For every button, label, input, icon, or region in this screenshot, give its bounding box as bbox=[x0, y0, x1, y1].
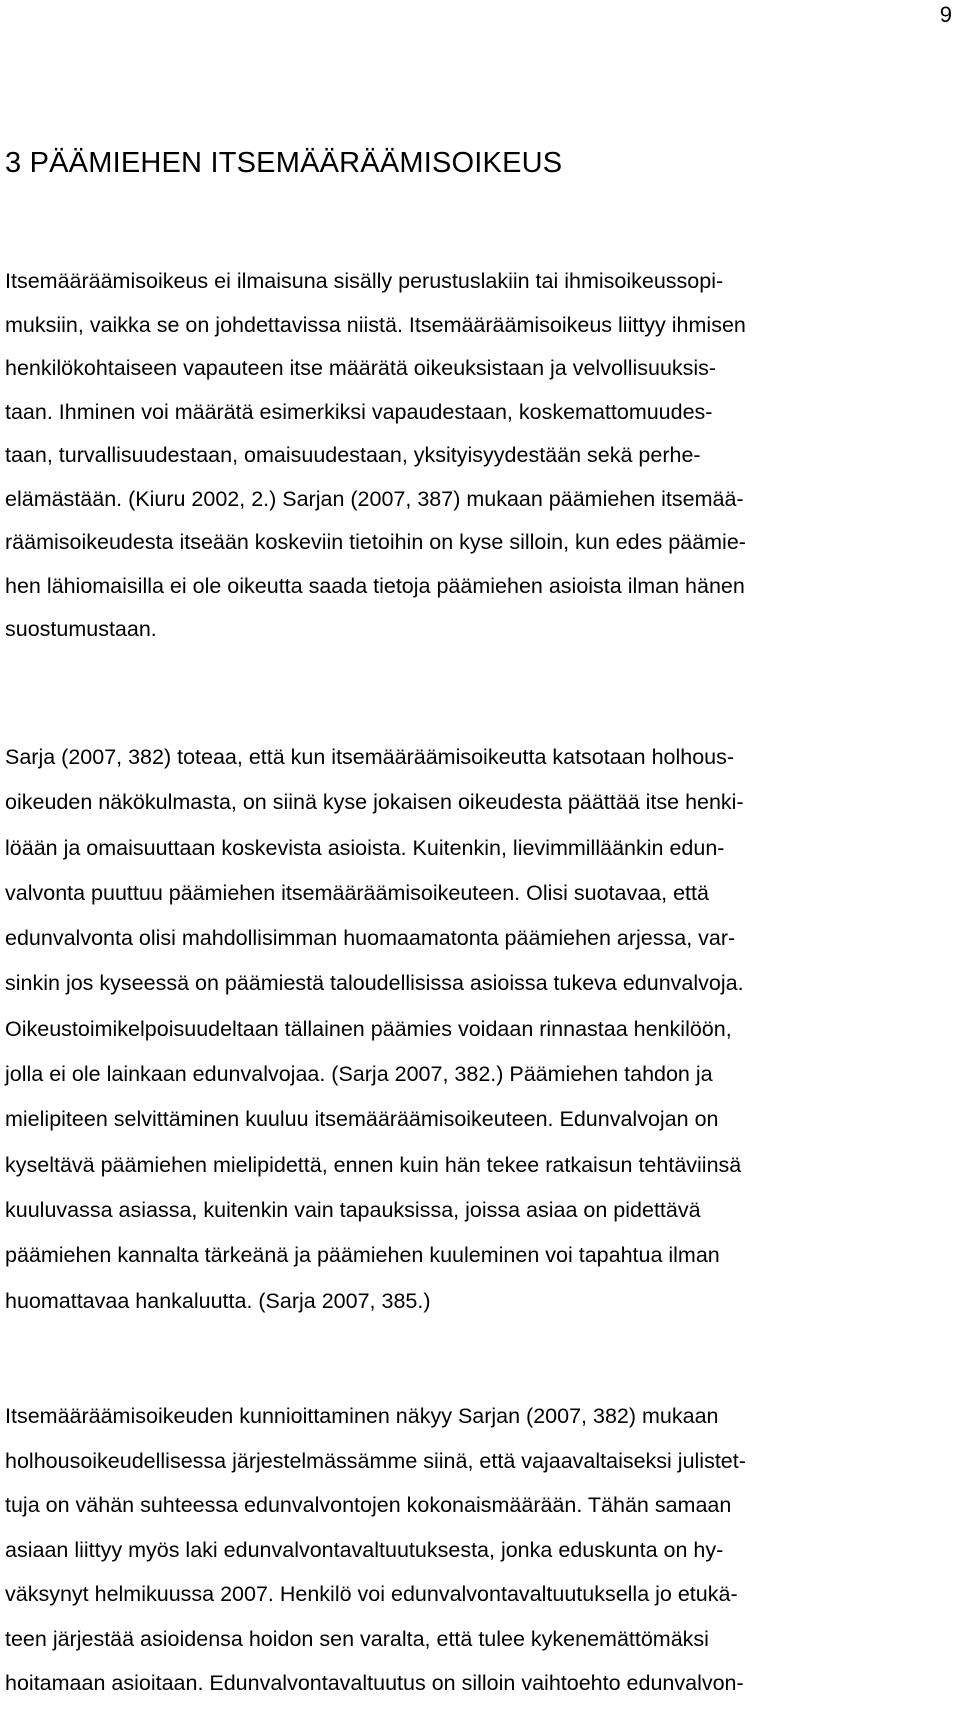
text-line: hoitamaan asioitaan. Edunvalvontavaltuutus on silloin vaihtoehto edunvalvon- bbox=[5, 1671, 744, 1695]
text-line: valvonta puuttuu päämiehen itsemääräämisoikeuteen. Olisi suotavaa, että bbox=[5, 880, 709, 905]
text-line: löään ja omaisuuttaan koskevista asioista. Kuitenkin, lievimmilläänkin edun- bbox=[5, 835, 725, 860]
text-line: kuuluvassa asiassa, kuitenkin vain tapauksissa, joissa asiaa on pidettävä bbox=[5, 1197, 701, 1222]
text-line: edunvalvonta olisi mahdollisimman huomaamatonta päämiehen arjessa, var- bbox=[5, 926, 736, 951]
text-line: taan. Ihminen voi määrätä esimerkiksi vapaudestaan, koskemattomuudes- bbox=[5, 399, 713, 424]
text-line: räämisoikeudesta itseään koskeviin tietoihin on kyse silloin, kun edes päämie- bbox=[5, 530, 746, 554]
text-line: teen järjestää asioidensa hoidon sen varalta, että tulee kykenemättömäksi bbox=[5, 1626, 709, 1651]
text-line: Oikeustoimikelpoisuudeltaan tällainen päämies voidaan rinnastaa henkilöön, bbox=[5, 1016, 732, 1041]
text-line: päämiehen kannalta tärkeänä ja päämiehen kuuleminen voi tapahtua ilman bbox=[5, 1243, 720, 1268]
text-line: muksiin, vaikka se on johdettavissa niistä. Itsemääräämisoikeus liittyy ihmisen bbox=[5, 312, 746, 337]
text-line: Itsemääräämisoikeuden kunnioittaminen näkyy Sarjan (2007, 382) mukaan bbox=[5, 1404, 719, 1428]
page-number: 9 bbox=[939, 2, 952, 27]
chapter-heading: 3 PÄÄMIEHEN ITSEMÄÄRÄÄMISOIKEUS bbox=[5, 147, 563, 179]
text-line: holhousoikeudellisessa järjestelmässämme siinä, että vajaavaltaiseksi julistet- bbox=[5, 1448, 746, 1473]
text-line: kyseltävä päämiehen mielipidettä, ennen kuin hän tekee ratkaisun tehtäviinsä bbox=[5, 1152, 742, 1177]
paragraph-1 bbox=[5, 260, 746, 652]
paragraph-2 bbox=[5, 735, 744, 1324]
text-line: väksynyt helmikuussa 2007. Henkilö voi edunvalvontavaltuutuksella jo etukä- bbox=[5, 1582, 738, 1606]
text-line: sinkin jos kyseessä on päämiestä taloudellisissa asioissa tukeva edunvalvoja. bbox=[5, 971, 744, 996]
text-line: jolla ei ole lainkaan edunvalvojaa. (Sarja 2007, 382.) Päämiehen tahdon ja bbox=[5, 1062, 713, 1087]
text-line: henkilökohtaiseen vapauteen itse määrätä oikeuksistaan ja velvollisuuksis- bbox=[5, 356, 717, 380]
text-line: mielipiteen selvittäminen kuuluu itsemääräämisoikeuteen. Edunvalvojan on bbox=[5, 1107, 719, 1132]
text-line: taan, turvallisuudestaan, omaisuudestaan, yksityisyydestään sekä perhe- bbox=[5, 443, 701, 467]
text-line: elämästään. (Kiuru 2002, 2.) Sarjan (2007, 387) mukaan päämiehen itsemää- bbox=[5, 486, 744, 511]
text-line: oikeuden näkökulmasta, on siinä kyse jokaisen oikeudesta päättää itse henki- bbox=[5, 790, 744, 815]
text-line: huomattavaa hankaluutta. (Sarja 2007, 385.) bbox=[5, 1288, 431, 1313]
paragraph-3 bbox=[5, 1394, 746, 1706]
text-line: Sarja (2007, 382) toteaa, että kun itsemääräämisoikeutta katsotaan holhous- bbox=[5, 745, 735, 769]
text-line: hen lähiomaisilla ei ole oikeutta saada tietoja päämiehen asioista ilman hänen bbox=[5, 573, 745, 598]
text-line: suostumustaan. bbox=[5, 617, 157, 641]
text-line: asiaan liittyy myös laki edunvalvontavaltuutuksesta, jonka eduskunta on hy- bbox=[5, 1537, 724, 1562]
text-line: Itsemääräämisoikeus ei ilmaisuna sisälly perustuslakiin tai ihmisoikeussopi- bbox=[5, 269, 724, 293]
text-line: tuja on vähän suhteessa edunvalvontojen kokonaismäärään. Tähän samaan bbox=[5, 1493, 732, 1517]
